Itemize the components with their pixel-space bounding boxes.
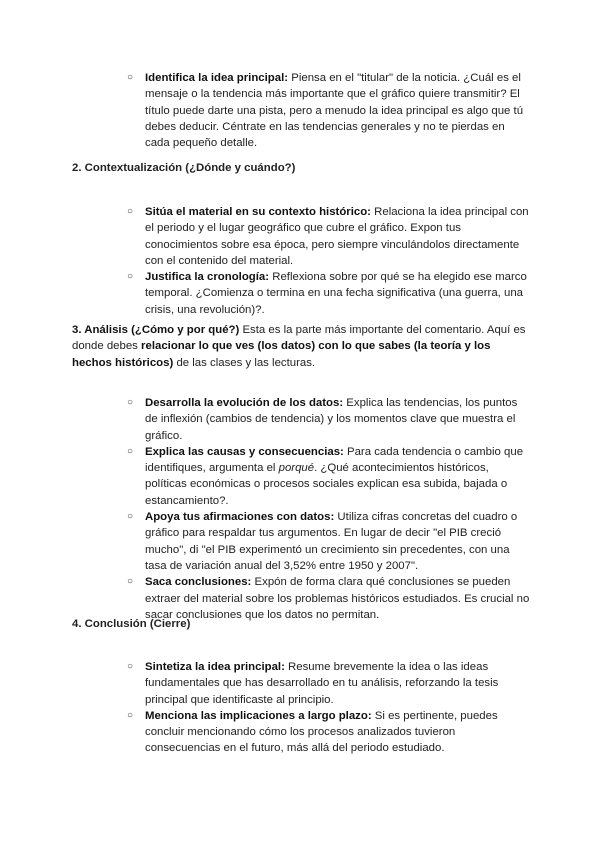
section-1-list xyxy=(125,70,530,151)
item-title: Apoya tus afirmaciones con datos: xyxy=(145,511,335,524)
section-3-heading: 3. Análisis (¿Cómo y por qué?) xyxy=(72,324,240,336)
bullet-circle-icon: ○ xyxy=(127,206,134,217)
intro-text-end: de las clases y las lecturas. xyxy=(173,356,316,369)
list-item xyxy=(125,509,530,574)
list-item xyxy=(125,204,530,269)
list-item xyxy=(125,708,530,757)
intro-emphasis: relacionar lo que ves (los datos) con lo que sabes (la teoría y los hechos históricos) xyxy=(72,340,491,369)
bullet-circle-icon: ○ xyxy=(127,397,134,408)
section-2-heading: 2. Contextualización (¿Dónde y cuándo?) xyxy=(72,162,296,174)
list-item xyxy=(125,659,530,708)
item-title: Menciona las implicaciones a largo plazo: xyxy=(145,709,372,722)
item-text: Resume brevemente la idea o las ideas fundamentales que has desarrollado en tu análisis, reforzando la tesis principal que identificaste al principio. xyxy=(145,661,499,706)
item-text: Expón de forma clara qué conclusiones se pueden extraer del material sobre los problemas históricos estudiados. Es crucial no sacar conclusiones que los datos no permitan. xyxy=(145,576,530,621)
list-item xyxy=(125,395,530,444)
item-title: Identifica la idea principal: xyxy=(145,72,289,84)
section-3-intro xyxy=(72,322,532,371)
intro-text: Esta es la parte más importante del comentario. Aquí es donde debes xyxy=(72,324,526,353)
item-text: Relaciona la idea principal con el periodo y el lugar geográfico que cubre el gráfico. Expon tus conocimientos sobre esa época, pero siempre vinculándolos directamente con el contenido del material. xyxy=(145,206,529,267)
item-text: Explica las tendencias, los puntos de inflexión (cambios de tendencia) y los momentos clave que muestra el gráfico. xyxy=(145,397,518,442)
list-item xyxy=(125,70,530,151)
bullet-circle-icon: ○ xyxy=(127,576,134,588)
section-3-list xyxy=(125,395,530,623)
item-text: Piensa en el "titular" de la noticia. ¿Cuál es el mensaje o la tendencia más importante que el gráfico quiere transmitir? El título puede darte una pista, pero a menudo la idea principal es algo que tú debes deducir. Céntrate en las tendencias generales y no te pierdas en cada pequeño detalle. xyxy=(145,72,524,150)
item-text: Si es pertinente, puedes concluir mencionando cómo los procesos analizados tuvieron consecuencias en el futuro, más allá del periodo estudiado. xyxy=(145,709,498,755)
item-title: Sitúa el material en su contexto histórico: xyxy=(145,206,371,218)
item-title: Sintetiza la idea principal: xyxy=(145,661,285,673)
item-italic: porqué xyxy=(278,462,315,475)
item-text-end: . ¿Qué acontecimientos históricos, políticas económicas o procesos sociales explican esa subida, bajada o estancamiento?. xyxy=(145,462,508,507)
bullet-circle-icon: ○ xyxy=(127,709,134,721)
section-4-list xyxy=(125,659,530,757)
item-text: Reflexiona sobre por qué se ha elegido ese marco temporal. ¿Comienza o termina en una fecha significativa (una guerra, una crisis, una revolución)?. xyxy=(145,271,527,316)
bullet-circle-icon: ○ xyxy=(127,661,134,672)
bullet-circle-icon: ○ xyxy=(127,271,134,283)
item-title: Saca conclusiones: xyxy=(145,576,252,589)
bullet-circle-icon: ○ xyxy=(127,511,134,523)
bullet-circle-icon: ○ xyxy=(127,445,134,457)
bullet-circle-icon: ○ xyxy=(127,72,134,83)
list-item xyxy=(125,444,530,509)
section-4-heading: 4. Conclusión (Cierre) xyxy=(72,618,191,630)
item-title: Explica las causas y consecuencias: xyxy=(145,445,344,458)
item-text: Para cada tendencia o cambio que identifiques, argumenta el xyxy=(145,445,524,475)
item-text: Utiliza cifras concretas del cuadro o gráfico para respaldar tus argumentos. En lugar de decir "el PIB creció mucho", di "el PIB experimentó un crecimiento sin precedentes, con una tasa de variación anual del 3,52% entre 1950 y 2007". xyxy=(145,511,518,572)
list-item xyxy=(125,269,530,318)
item-title: Desarrolla la evolución de los datos: xyxy=(145,397,344,409)
section-2-list xyxy=(125,204,530,318)
item-title: Justifica la cronología: xyxy=(145,271,270,284)
